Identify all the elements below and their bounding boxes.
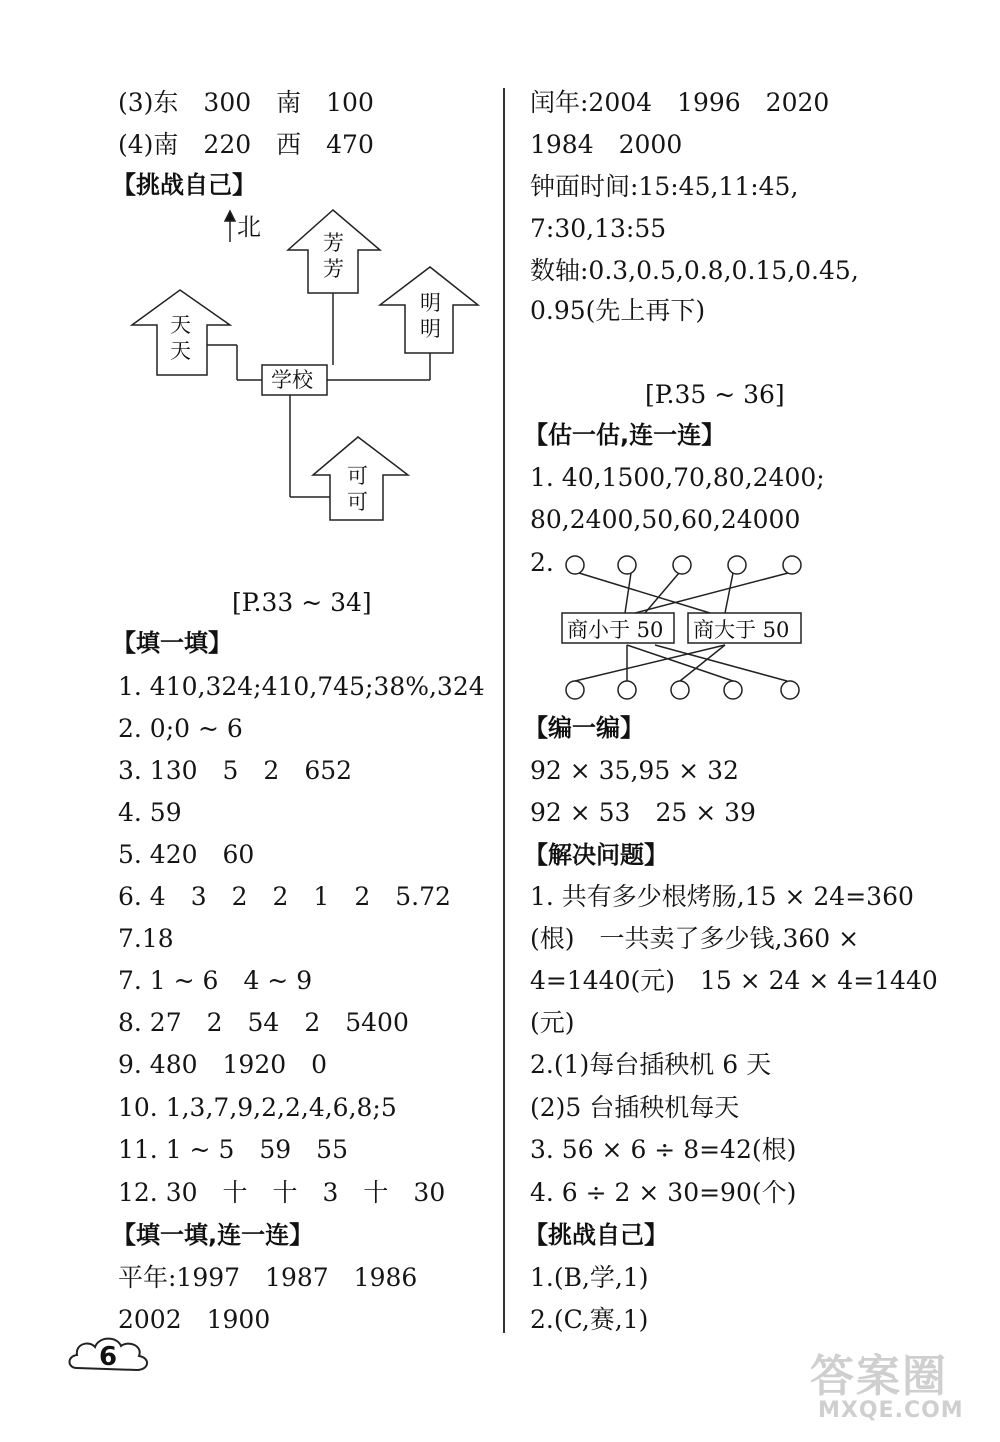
top-circle — [673, 556, 691, 574]
answer-line: 平年:1997 1987 1986 — [118, 1263, 418, 1292]
answer-line: 9. 480 1920 0 — [118, 1050, 328, 1079]
answer-line: 92 × 35,95 × 32 — [530, 756, 739, 785]
answer-line: 12. 30 十 十 3 十 30 — [118, 1178, 446, 1207]
box-label-large: 商大于 50 — [693, 618, 790, 642]
matching-diagram — [555, 553, 815, 703]
page-reference: [P.33 ~ 34] — [232, 588, 372, 617]
answer-line: 6. 4 3 2 2 1 2 5.72 — [118, 882, 451, 911]
answer-line: (2)5 台插秧机每天 — [530, 1093, 740, 1122]
answer-line: 11. 1 ~ 5 59 55 — [118, 1135, 348, 1164]
answer-line: 80,2400,50,60,24000 — [530, 505, 801, 534]
answer-line: 1. 410,324;410,745;38%,324 — [118, 672, 485, 701]
answer-line: (3)东 300 南 100 — [118, 88, 374, 117]
north-arrow-icon — [225, 211, 235, 221]
match-line — [625, 573, 631, 613]
box-label-small: 商小于 50 — [567, 618, 664, 642]
match-line — [655, 645, 787, 681]
answer-line: 2.(C,赛,1) — [530, 1305, 649, 1334]
house-label: 明 — [420, 291, 441, 315]
answer-line: 1.(B,学,1) — [530, 1263, 649, 1292]
page-number-cloud — [65, 1330, 155, 1380]
answer-line: 3. 56 × 6 ÷ 8=42(根) — [530, 1135, 797, 1164]
answer-line: 1984 2000 — [530, 130, 683, 159]
house-label: 天 — [170, 339, 191, 363]
answer-line: (根) 一共卖了多少钱,360 × — [530, 924, 860, 953]
section-heading-compose: 【编一编】 — [524, 714, 644, 742]
answer-line: (4)南 220 西 470 — [118, 130, 374, 159]
section-heading-fill-connect: 【填一填,连一连】 — [112, 1221, 314, 1249]
answer-line: 钟面时间:15:45,11:45, — [530, 172, 799, 201]
house-label: 明 — [420, 317, 441, 341]
answer-line: 数轴:0.3,0.5,0.8,0.15,0.45, — [530, 256, 859, 285]
north-label: 北 — [237, 213, 261, 241]
section-heading-fill: 【填一填】 — [112, 629, 232, 657]
match-line — [725, 573, 733, 613]
watermark-logo: 答案圈 — [810, 1351, 948, 1402]
house-label: 可 — [347, 464, 368, 488]
match-line — [579, 573, 710, 613]
answer-line: 0.95(先上再下) — [530, 296, 706, 325]
top-circle — [728, 556, 746, 574]
match-line — [645, 573, 679, 613]
answer-line: (元) — [530, 1008, 575, 1037]
house-label: 芳 — [323, 257, 344, 281]
answer-line: 10. 1,3,7,9,2,2,4,6,8;5 — [118, 1093, 397, 1122]
top-circle — [783, 556, 801, 574]
bottom-circle — [724, 681, 742, 699]
answer-line: 7:30,13:55 — [530, 214, 667, 243]
answer-line: 7.18 — [118, 924, 174, 953]
answer-line: 2.(1)每台插秧机 6 天 — [530, 1050, 772, 1079]
answer-line: 2002 1900 — [118, 1305, 271, 1334]
bottom-circle — [781, 681, 799, 699]
answer-line: 闰年:2004 1996 2020 — [530, 88, 830, 117]
answer-line: 1. 40,1500,70,80,2400; — [530, 463, 825, 492]
house-label: 芳 — [323, 231, 344, 255]
answer-line: 4. 59 — [118, 798, 182, 827]
answer-line: 4=1440(元) 15 × 24 × 4=1440 — [530, 966, 938, 995]
answer-line: 4. 6 ÷ 2 × 30=90(个) — [530, 1178, 797, 1207]
bottom-circle — [671, 681, 689, 699]
answer-line: 5. 420 60 — [118, 840, 255, 869]
answer-line: 1. 共有多少根烤肠,15 × 24=360 — [530, 882, 914, 911]
question-label: 2. — [530, 548, 554, 577]
page-reference: [P.35 ~ 36] — [645, 380, 785, 409]
house-label: 可 — [347, 490, 368, 514]
house-label: 天 — [170, 313, 191, 337]
bottom-circle — [618, 681, 636, 699]
column-divider — [503, 88, 505, 1333]
direction-map — [125, 205, 545, 535]
section-heading-challenge: 【挑战自己】 — [524, 1221, 668, 1249]
school-label: 学校 — [271, 368, 313, 392]
page-number: 6 — [99, 1342, 118, 1372]
answer-line: 2. 0;0 ~ 6 — [118, 714, 243, 743]
bottom-circle — [566, 681, 584, 699]
answer-line: 3. 130 5 2 652 — [118, 756, 353, 785]
section-heading-challenge: 【挑战自己】 — [112, 171, 256, 199]
top-circle — [618, 556, 636, 574]
answer-line: 8. 27 2 54 2 5400 — [118, 1008, 409, 1037]
watermark-url: MXQE.COM — [818, 1398, 964, 1423]
answer-line: 92 × 53 25 × 39 — [530, 798, 756, 827]
top-circle — [566, 556, 584, 574]
match-line — [635, 573, 788, 613]
answer-line: 7. 1 ~ 6 4 ~ 9 — [118, 966, 313, 995]
section-heading-solve: 【解决问题】 — [524, 841, 668, 869]
section-heading-estimate: 【估一估,连一连】 — [524, 421, 726, 449]
